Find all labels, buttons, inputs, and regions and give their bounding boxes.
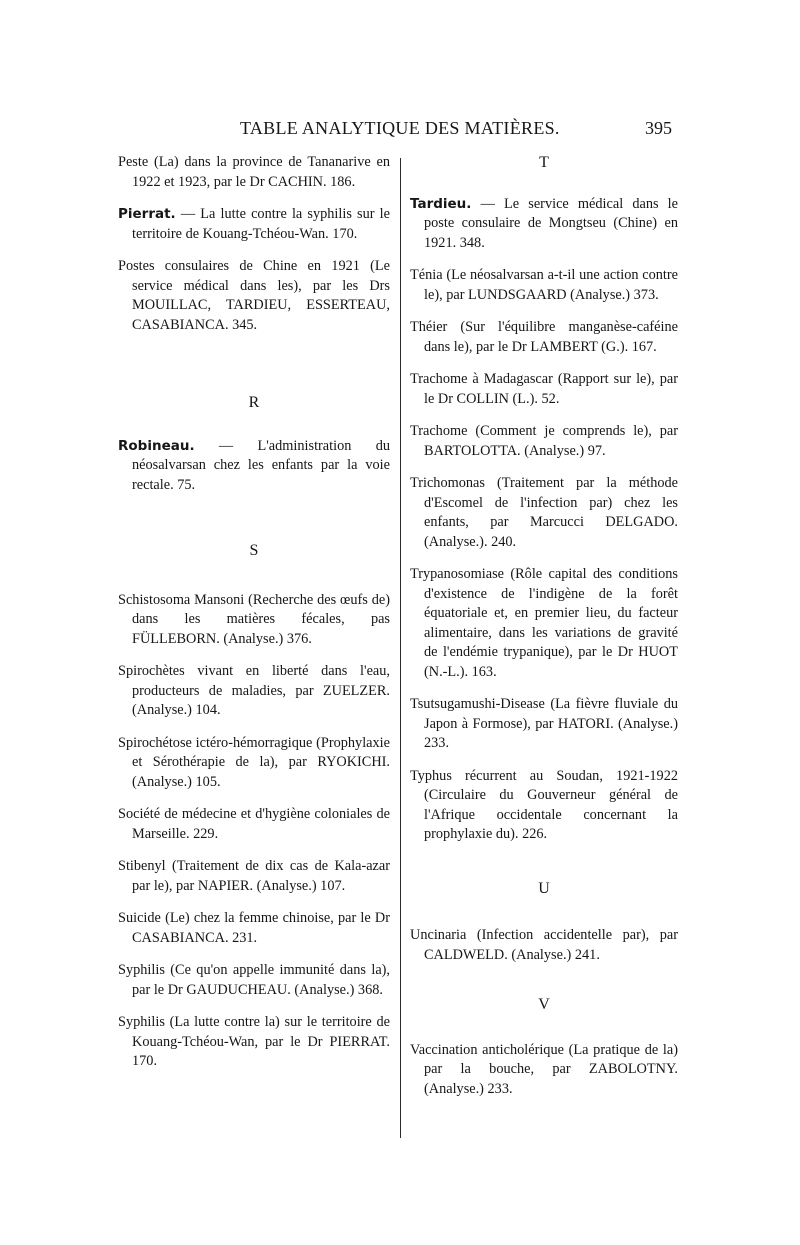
section-letter: S bbox=[249, 542, 259, 559]
index-entry bbox=[118, 437, 390, 496]
index-entry: Uncinaria (Infection accidentelle par), par CALDWELD. (Analyse.) 241. bbox=[410, 927, 678, 963]
page-number: 395 bbox=[645, 118, 672, 138]
index-entry: Théier (Sur l'équilibre manganèse-caféine dans le), par le Dr LAMBERT (G.). 167. bbox=[410, 319, 678, 355]
index-entry: Société de médecine et d'hygiène coloniales de Marseille. 229. bbox=[118, 806, 390, 842]
index-entry: Trichomonas (Traitement par la méthode d'Escomel de l'infection par) chez les enfants, par Marcucci DELGADO. (Analyse.). 240. bbox=[410, 475, 678, 550]
author-name: Pierrat. bbox=[118, 206, 176, 222]
section-letter: R bbox=[248, 394, 260, 411]
index-entry: Syphilis (La lutte contre la) sur le territoire de Kouang-Tchéou-Wan, par le Dr PIERRAT. 170. bbox=[118, 1014, 390, 1069]
running-title: TABLE ANALYTIQUE DES MATIÈRES. bbox=[240, 118, 560, 138]
section-letter: T bbox=[539, 154, 549, 171]
index-entry: Spirochètes vivant en liberté dans l'eau, producteurs de maladies, par ZUELZER. (Analyse.) 104. bbox=[118, 663, 390, 718]
index-entry: Typhus récurrent au Soudan, 1921-1922 (Circulaire du Gouverneur général de l'Afrique occidentale concernant la prophylaxie du). 226. bbox=[410, 767, 678, 842]
index-entry: Schistosoma Mansoni (Recherche des œufs de) dans les matières fécales, pas FÜLLEBORN. (Analyse.) 376. bbox=[118, 591, 390, 647]
running-header bbox=[150, 118, 680, 148]
index-entry bbox=[410, 195, 678, 254]
right-column bbox=[410, 153, 678, 1112]
index-entry: Peste (La) dans la province de Tananarive en 1922 et 1923, par le Dr CACHIN. 186. bbox=[118, 154, 390, 190]
section-letter: V bbox=[538, 996, 550, 1013]
index-entry: Trachome à Madagascar (Rapport sur le), par le Dr COLLIN (L.). 52. bbox=[410, 371, 678, 407]
author-name: Robineau. bbox=[118, 437, 195, 454]
index-entry: Syphilis (Ce qu'on appelle immunité dans la), par le Dr GAUDUCHEAU. (Analyse.) 368. bbox=[118, 962, 390, 998]
index-entry: Trachome (Comment je comprends le), par BARTOLOTTA. (Analyse.) 97. bbox=[410, 423, 678, 459]
index-entry: Suicide (Le) chez la femme chinoise, par le Dr CASABIANCA. 231. bbox=[118, 910, 390, 946]
entry-text: — L'administration du néosalvarsan chez les enfants par la voie rectale. 75. bbox=[132, 437, 390, 493]
entry-text: — Le service médical dans le poste consulaire de Mongtseu (Chine) en 1921. 348. bbox=[424, 195, 678, 251]
index-entry: Stibenyl (Traitement de dix cas de Kala-azar par le), par NAPIER. (Analyse.) 107. bbox=[118, 858, 390, 894]
section-letter: U bbox=[538, 879, 550, 897]
left-column bbox=[118, 153, 390, 1085]
index-entry: Trypanosomiase (Rôle capital des conditions d'existence de l'indigène de la forêt équatoriale et, en premier lieu, du facteur alimentaire, dans les variations de gravité de l'endémie trypanique), par le Dr HUOT (N.-L.). 163. bbox=[410, 566, 678, 680]
index-entry: Vaccination anticholérique (La pratique de la) par la bouche, par ZABOLOTNY. (Analyse.) 233. bbox=[410, 1041, 678, 1097]
index-entry: Tsutsugamushi-Disease (La fièvre fluviale du Japon à Formose), par HATORI. (Analyse.) 233. bbox=[410, 696, 678, 751]
author-name: Tardieu. bbox=[410, 195, 472, 212]
column-divider bbox=[400, 158, 401, 1138]
index-entry: Spirochétose ictéro-hémorragique (Prophylaxie et Sérothérapie de la), par RYOKICHI. (Analyse.) 105. bbox=[118, 734, 390, 790]
index-entry: Ténia (Le néosalvarsan a-t-il une action contre le), par LUNDSGAARD (Analyse.) 373. bbox=[410, 267, 678, 303]
index-entry bbox=[118, 205, 390, 244]
index-entry: Postes consulaires de Chine en 1921 (Le service médical dans les), par les Drs MOUILLAC, TARDIEU, ESSERTEAU, CASABIANCA. 345. bbox=[118, 258, 390, 333]
entry-text: — La lutte contre la syphilis sur le territoire de Kouang-Tchéou-Wan. 170. bbox=[132, 206, 390, 242]
